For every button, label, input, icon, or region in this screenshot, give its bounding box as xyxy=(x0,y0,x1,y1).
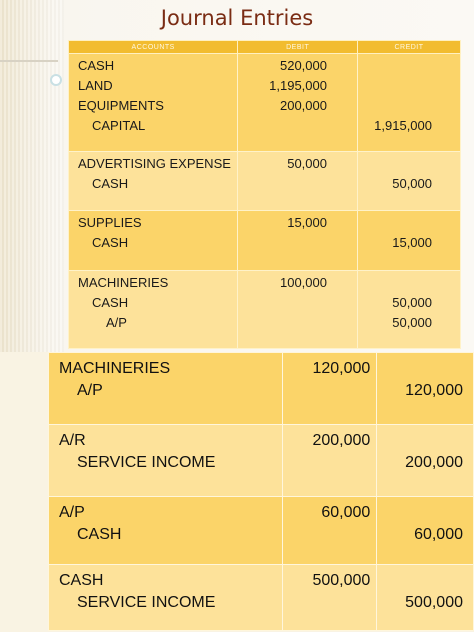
account-line: A/R xyxy=(59,432,86,449)
credit-value: 200,000 xyxy=(405,454,463,471)
journal-entry-row xyxy=(69,152,461,211)
credit-cell xyxy=(357,211,460,271)
accounts-cell xyxy=(49,497,283,565)
credit-value: 60,000 xyxy=(414,526,463,543)
header-accounts: ACCOUNTS xyxy=(69,41,238,54)
account-line: EQUIPMENTS xyxy=(78,98,164,113)
header-debit: DEBIT xyxy=(238,41,358,54)
credit-value xyxy=(358,96,432,116)
accounts-cell xyxy=(69,152,238,211)
account-line: MACHINERIES xyxy=(78,275,169,290)
credit-value xyxy=(358,56,432,76)
slide-title: Journal Entries xyxy=(160,6,314,30)
account-line: CAPITAL xyxy=(92,118,146,133)
account-line: SUPPLIES xyxy=(78,215,142,230)
account-line: CASH xyxy=(77,526,122,543)
credit-value: 1,915,000 xyxy=(374,118,432,133)
journal-entry-row xyxy=(49,425,474,497)
account-line: LAND xyxy=(78,78,113,93)
accounts-cell xyxy=(49,565,283,631)
debit-value xyxy=(283,452,371,474)
debit-value xyxy=(238,293,327,313)
header-credit: CREDIT xyxy=(357,41,460,54)
credit-value: 50,000 xyxy=(392,176,432,191)
debit-value: 100,000 xyxy=(279,275,327,290)
journal-entry-row xyxy=(49,565,474,631)
debit-cell xyxy=(238,152,358,211)
account-line: CASH xyxy=(59,572,104,589)
debit-value xyxy=(238,116,327,136)
account-line: A/P xyxy=(106,315,127,330)
credit-cell xyxy=(357,54,460,152)
credit-value xyxy=(377,502,463,524)
debit-cell xyxy=(238,211,358,271)
journal-entry-row xyxy=(69,54,461,152)
accounts-cell xyxy=(69,54,238,152)
debit-value: 15,000 xyxy=(287,215,327,230)
account-line: A/P xyxy=(59,504,85,521)
decorative-stripe xyxy=(0,0,64,352)
account-line: SERVICE INCOME xyxy=(77,454,216,471)
credit-value: 15,000 xyxy=(392,235,432,250)
credit-value: 500,000 xyxy=(405,594,463,611)
credit-value xyxy=(358,154,432,174)
debit-value: 520,000 xyxy=(279,58,327,73)
account-line: SERVICE INCOME xyxy=(77,594,216,611)
account-line: CASH xyxy=(92,295,129,310)
journal-entry-row xyxy=(49,353,474,425)
credit-value xyxy=(358,273,432,293)
debit-value: 1,195,000 xyxy=(269,78,327,93)
journal-table-top xyxy=(68,40,461,349)
credit-value xyxy=(377,358,463,380)
credit-value: 50,000 xyxy=(392,295,432,310)
journal-table-bottom xyxy=(48,352,474,631)
decorative-circle-icon xyxy=(50,74,62,86)
credit-cell xyxy=(357,152,460,211)
credit-value: 50,000 xyxy=(392,315,432,330)
account-line: A/P xyxy=(77,382,103,399)
debit-value xyxy=(238,174,327,194)
debit-value: 200,000 xyxy=(312,432,371,449)
debit-value xyxy=(283,380,371,402)
debit-cell xyxy=(282,353,377,425)
debit-value xyxy=(283,524,371,546)
credit-value xyxy=(358,76,432,96)
accounts-cell xyxy=(49,425,283,497)
credit-cell xyxy=(357,271,460,349)
account-line: CASH xyxy=(92,235,129,250)
debit-cell xyxy=(282,425,377,497)
debit-value: 200,000 xyxy=(279,98,327,113)
credit-cell xyxy=(377,353,474,425)
accounts-cell xyxy=(49,353,283,425)
account-line: MACHINERIES xyxy=(59,360,171,377)
journal-entry-row xyxy=(49,497,474,565)
debit-value: 500,000 xyxy=(312,572,371,589)
accounts-cell xyxy=(69,211,238,271)
account-line: ADVERTISING EXPENSE xyxy=(78,156,231,171)
credit-cell xyxy=(377,497,474,565)
debit-value xyxy=(238,233,327,253)
journal-entry-row xyxy=(69,271,461,349)
account-line: CASH xyxy=(78,58,115,73)
debit-value: 120,000 xyxy=(312,360,371,377)
table-header-row xyxy=(69,41,461,54)
journal-entry-row xyxy=(69,211,461,271)
credit-value xyxy=(377,570,463,592)
debit-value xyxy=(283,592,371,614)
credit-value xyxy=(358,213,432,233)
debit-cell xyxy=(238,271,358,349)
debit-value: 50,000 xyxy=(287,156,327,171)
account-line: CASH xyxy=(92,176,129,191)
debit-value xyxy=(238,313,327,333)
debit-cell xyxy=(238,54,358,152)
accounts-cell xyxy=(69,271,238,349)
credit-cell xyxy=(377,565,474,631)
credit-value xyxy=(377,430,463,452)
debit-cell xyxy=(282,497,377,565)
debit-cell xyxy=(282,565,377,631)
debit-value: 60,000 xyxy=(321,504,371,521)
credit-value: 120,000 xyxy=(405,382,463,399)
decorative-line xyxy=(0,60,58,62)
credit-cell xyxy=(377,425,474,497)
